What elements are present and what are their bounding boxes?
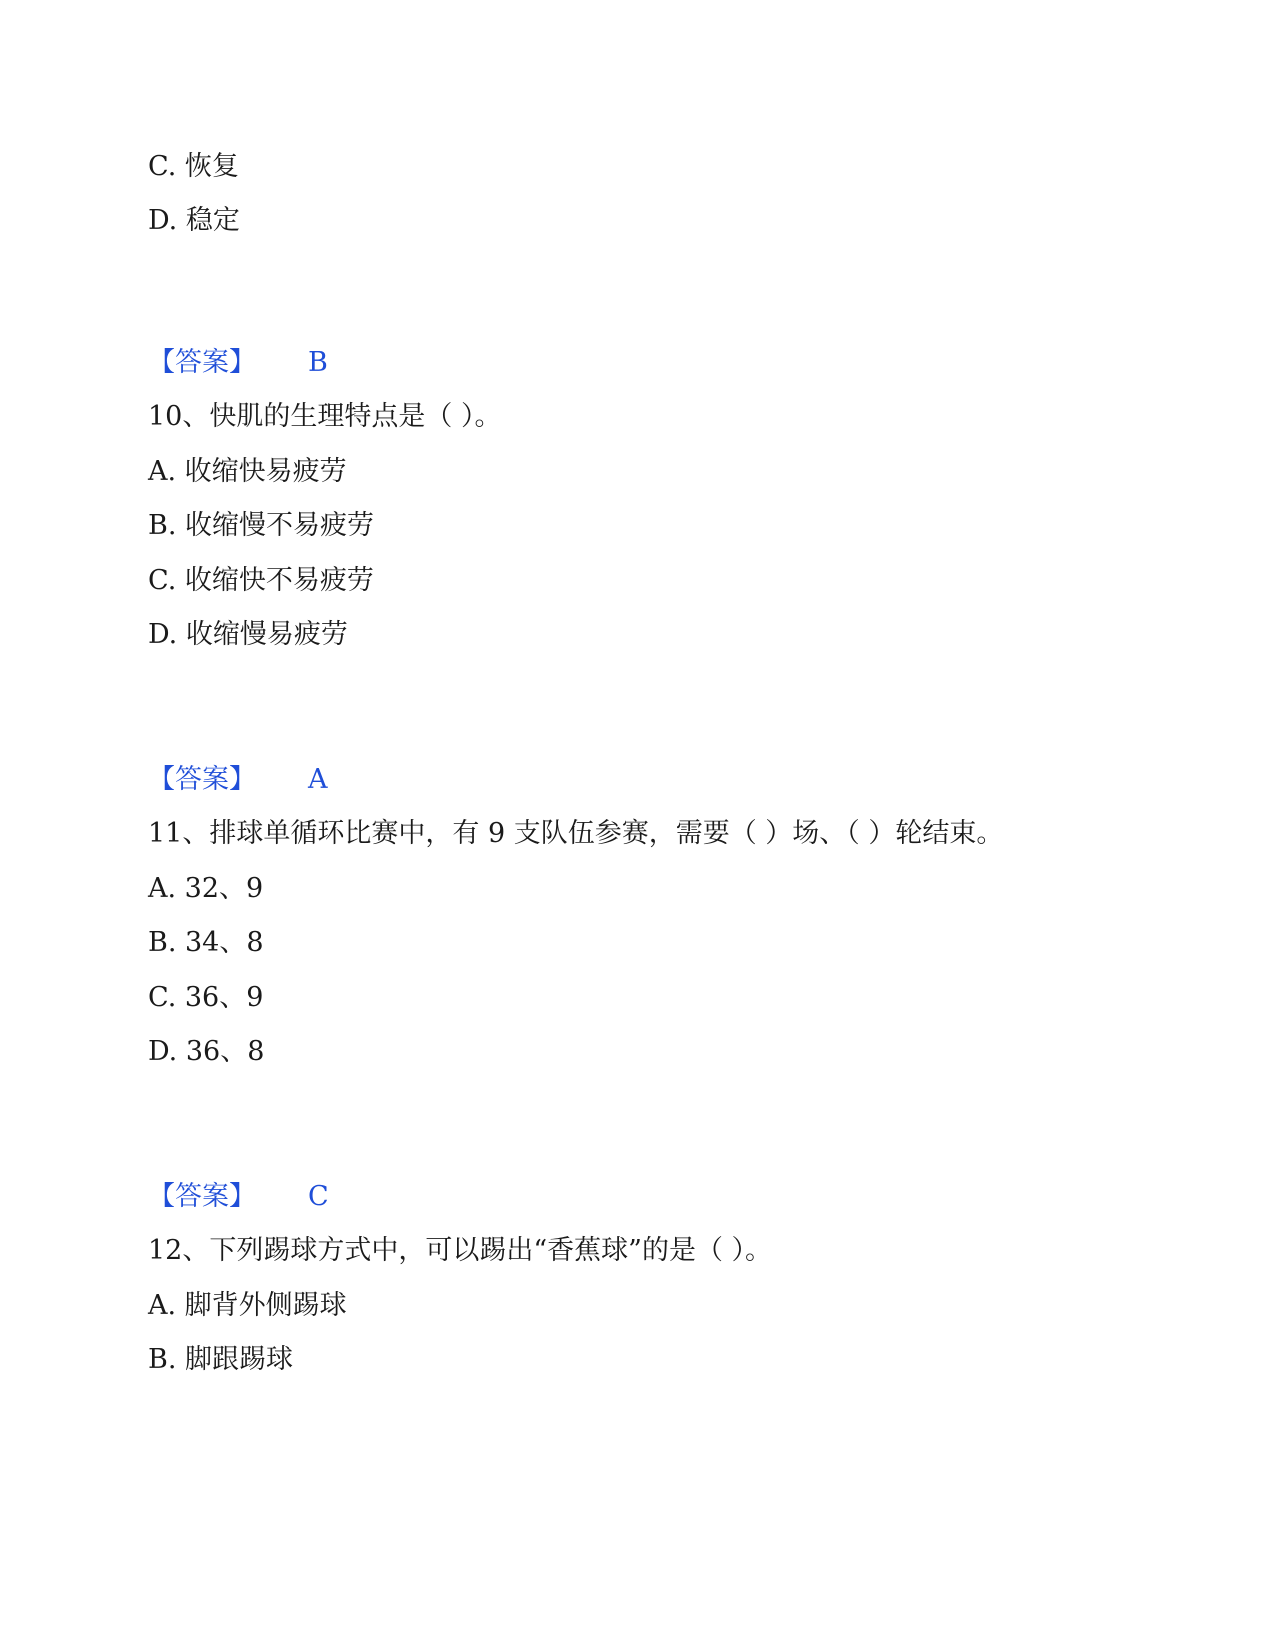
- option-q10-b: B. 收缩慢不易疲劳: [148, 510, 375, 541]
- option-q11-b: B. 34、8: [148, 927, 264, 958]
- option-q11-a: A. 32、9: [148, 873, 264, 904]
- answer-label: 【答案】: [148, 764, 256, 795]
- option-q10-c: C. 收缩快不易疲劳: [148, 565, 374, 596]
- question-10-stem: 10、快肌的生理特点是（ ）。: [148, 401, 502, 432]
- option-q11-c: C. 36、9: [148, 982, 264, 1013]
- answer-value: C: [308, 1181, 329, 1212]
- option-q10-a: A. 收缩快易疲劳: [148, 456, 347, 487]
- option-q12-a: A. 脚背外侧踢球: [148, 1290, 347, 1321]
- answer-label: 【答案】: [148, 1181, 256, 1212]
- option-q10-d: D. 收缩慢易疲劳: [148, 619, 348, 650]
- question-12-stem: 12、下列踢球方式中，可以踢出“香蕉球”的是（ ）。: [148, 1235, 773, 1266]
- option-q11-d: D. 36、8: [148, 1036, 265, 1067]
- option-q12-b: B. 脚跟踢球: [148, 1344, 294, 1375]
- answer-value: A: [308, 764, 328, 795]
- answer-q10: [148, 763, 328, 797]
- answer-label: 【答案】: [148, 347, 256, 378]
- answer-q9: [148, 346, 328, 380]
- answer-q11: [148, 1180, 329, 1214]
- question-11-stem: 11、排球单循环比赛中，有 9 支队伍参赛，需要（ ）场、（ ）轮结束。: [148, 818, 1004, 849]
- answer-value: B: [308, 347, 328, 378]
- option-q9-d: D. 稳定: [148, 205, 240, 236]
- option-q9-c: C. 恢复: [148, 151, 239, 182]
